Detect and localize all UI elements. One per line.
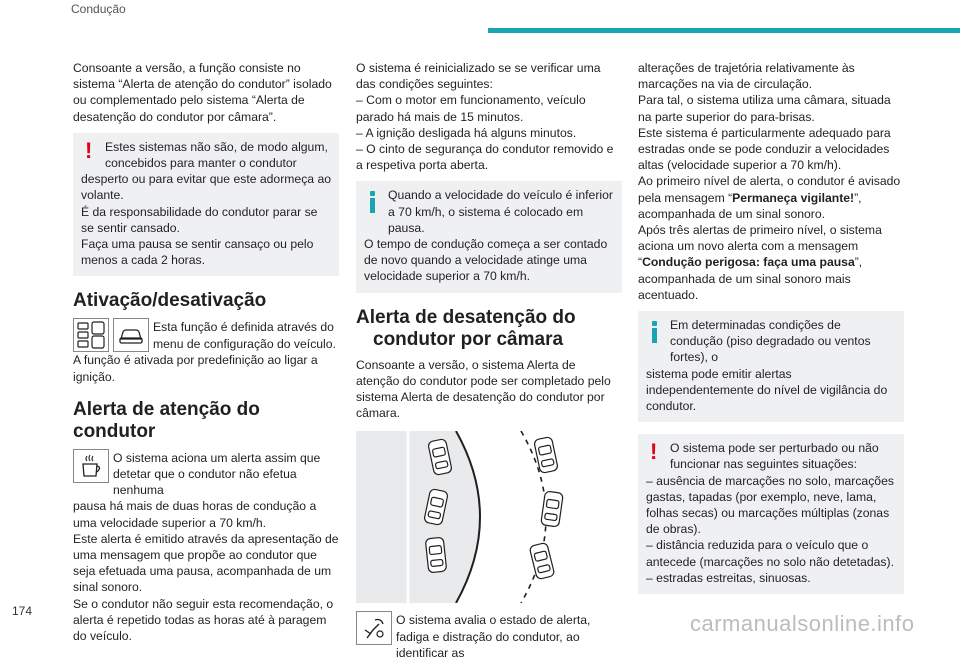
column-2	[356, 60, 622, 661]
reset-item-1: – Com o motor em funcionamento, veículo parado há mais de 15 minutos.	[356, 93, 586, 124]
heading-camera-line-2: condutor por câmara	[373, 328, 564, 350]
warning-text-1b: desperto ou para evitar que este adormeça ao volante.	[81, 172, 332, 203]
info-box	[356, 181, 622, 292]
col3-text-4a: Ao primeiro nível de alerta, o condutor é avisado pela mensagem “	[638, 174, 901, 205]
warning2-item-1: – ausência de marcações no solo, marcações gastas, tapadas (por exemplo, neve, lama, folhas secas) ou marcações múltiplas (zonas de obras).	[646, 473, 894, 537]
warning-box	[73, 133, 339, 277]
activation-text-2: A função é ativada por predefinição ao ligar a ignição.	[73, 353, 318, 384]
warning2-item-3: – estradas estreitas, sinuosas.	[646, 570, 811, 585]
col3-text-4	[638, 173, 904, 222]
col3-text-2: Para tal, o sistema utiliza uma câmara, situada na parte superior do para-brisas.	[638, 93, 891, 124]
lane-drift-illustration	[356, 431, 618, 603]
watermark: carmanualsonline.info	[690, 611, 915, 636]
alert-text-2: Este alerta é emitido através da apresentação de uma mensagem que propõe ao condutor que seja efetuada uma pausa, acompanhada de um sinal sonoro.	[73, 531, 339, 595]
column-1	[73, 60, 339, 644]
column-3	[638, 60, 904, 606]
reset-item-3: – O cinto de segurança do condutor removido e a respetiva porta aberta.	[356, 142, 614, 173]
col3-text-4c: ”, acompanhada de um sinal sonoro.	[638, 190, 862, 221]
page-number: 174	[12, 604, 33, 618]
col3-text-1: alterações de trajetória relativamente às marcações na via de circulação.	[638, 61, 855, 92]
alert-text-3: Se o condutor não seguir esta recomendação, o alerta é repetido todas as horas até à paragem do veículo.	[73, 596, 334, 644]
info2-text-1: Em determinadas condições de condução (piso degradado ou ventos fortes), o	[670, 318, 871, 365]
warning-text-2: É da responsabilidade do condutor parar se se sentir cansado.	[81, 204, 318, 235]
info-text-1: Quando a velocidade do veículo é inferior a 70 km/h, o sistema é colocado em pausa.	[388, 188, 613, 235]
activation-row	[73, 318, 339, 352]
info-icon	[648, 321, 662, 343]
col3-text-5a: Após três alertas de primeiro nível, o sistema aciona um novo alerta com a mensagem “	[638, 223, 882, 270]
warning2-item-2: – distância reduzida para o veículo que o antecede (marcações no solo não detetadas).	[646, 538, 894, 569]
message-stay-alert: Permaneça vigilante!	[732, 190, 855, 205]
car-icon	[113, 318, 149, 352]
col3-text-5	[638, 222, 904, 303]
section-header: Condução	[71, 2, 126, 16]
heading-activation: Ativação/desativação	[73, 290, 267, 312]
warning-icon: !	[85, 137, 93, 163]
camera-row-text: O sistema avalia o estado de alerta, fadiga e distração do condutor, ao identificar as	[396, 613, 591, 660]
alert-row	[73, 449, 339, 499]
warning-text-1: Estes sistemas não são, de modo algum, concebidos para manter o condutor	[105, 139, 328, 171]
camera-row	[356, 611, 622, 661]
activation-text: Esta função é definida através do menu de configuração do veículo.	[153, 320, 336, 351]
menu-settings-icon	[73, 318, 109, 352]
steering-hand-icon	[356, 611, 392, 645]
intro-text: Consoante a versão, a função consiste no sistema “Alerta de atenção do condutor” isolado ou complementado pelo sistema “Alerta de desatenção do condutor por câmara”.	[73, 61, 332, 124]
info-text-2: O tempo de condução começa a ser contado de novo quando a velocidade atinge uma velocidade superior a 70 km/h.	[364, 237, 608, 284]
col3-text-5c: ”, acompanhada de um sinal sonoro mais acentuado.	[638, 255, 863, 302]
message-dangerous-driving: Condução perigosa: faça uma pausa	[642, 255, 855, 270]
info-box-2	[638, 311, 904, 422]
info2-text-2: sistema pode emitir alertas independentemente do nível de vigilância do condutor.	[646, 366, 888, 414]
warning-box-2	[638, 434, 904, 594]
heading-camera-line-1: Alerta de desatenção do	[356, 306, 576, 328]
header-accent-bar	[488, 28, 960, 33]
coffee-cup-icon	[73, 449, 109, 483]
heading-camera	[356, 307, 622, 351]
warning2-text-1: O sistema pode ser perturbado ou não funcionar nas seguintes situações:	[670, 441, 879, 472]
heading-alert: Alerta de atenção do condutor	[73, 398, 260, 442]
reset-intro: O sistema é reinicializado se se verificar uma das condições seguintes:	[356, 61, 601, 92]
alert-text-1: O sistema aciona um alerta assim que detetar que o condutor não efetua nenhuma	[113, 450, 321, 498]
warning-icon: !	[650, 439, 658, 465]
warning-text-3: Faça uma pausa se sentir cansaço ou pelo menos a cada 2 horas.	[81, 237, 314, 268]
reset-item-2: – A ignição desligada há alguns minutos.	[356, 125, 577, 140]
info-icon	[366, 191, 380, 213]
alert-text-1b: pausa há mais de duas horas de condução a uma velocidade superior a 70 km/h.	[73, 499, 317, 530]
col3-text-3: Este sistema é particularmente adequado para estradas onde se pode conduzir a velocidades altas (velocidade superior a 70 km/h).	[638, 125, 891, 173]
camera-text: Consoante a versão, o sistema Alerta de atenção do condutor pode ser completado pelo sistema Alerta de desatenção do condutor por câmara.	[356, 357, 611, 421]
